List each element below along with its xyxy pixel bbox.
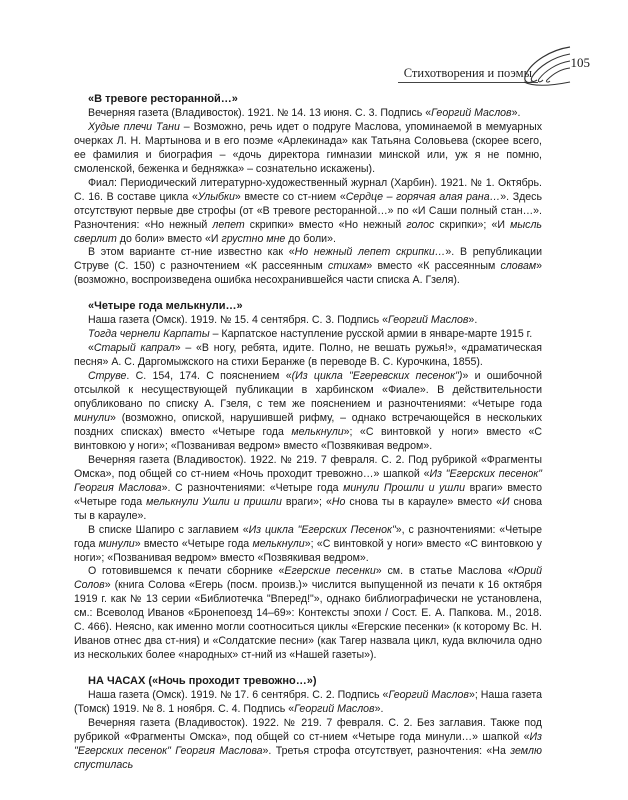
commentary-paragraph [74,717,542,773]
page-number: 105 [570,55,590,70]
commentary-paragraph [74,246,542,288]
header-rule [398,82,538,83]
italic-text-run: Из "Егерских песенок" Георгия Маслова [74,467,542,494]
text-run: Фиал: Периодический литературно-художественный журнал (Харбин). 1921. № 1. Октябрь. С. 16. В составе цикла « [74,176,542,203]
text-run: » см. в статье Маслова « [375,565,514,578]
text-run: « [88,342,94,355]
commentary-paragraph [74,342,542,370]
commentary-paragraph [74,524,542,566]
italic-text-run: Но нежный лепет скрипки… [294,246,446,259]
text-run: ». [511,106,521,119]
italic-text-run: мелькнули [252,537,305,550]
text-run: ». Здесь отсутствуют первые две строфы (от «В тревоге ресторанной…» по «И Саши полный стан…». Разночтения: «Но нежный [74,190,542,231]
italic-text-run: лепет [212,218,245,231]
italic-text-run: грустно мне [221,232,286,245]
text-run: ». В републикации Струве (С. 150) с разночтением «К рассеянным [74,246,543,273]
text-run: ». [374,703,384,716]
italic-text-run: Старый капрал [93,342,175,355]
page-text [74,93,542,785]
italic-text-run: Георгий Маслов [431,106,512,119]
commentary-paragraph [74,328,542,342]
text-run: снова ты в карауле» вместо « [345,495,502,508]
text-run: ». Третья строфа отсутствует, разночтения: «На [262,744,511,757]
italic-text-run: мысль сверлит [74,218,542,245]
text-run: ». С разночтениями: «Четыре года [161,481,344,494]
text-run: » (возможно, воспроизведена ошибка несохранившейся части списка А. Гзеля). [74,260,543,287]
italic-text-run: Тогда чернели Карпаты [88,328,210,341]
commentary-paragraph [74,107,542,121]
italic-text-run: Струве [88,370,127,383]
italic-text-run: Из цикла "Егерских Песенок" [248,523,396,536]
italic-text-run: Юрий Солов [74,565,542,592]
flourish-ornament-icon [520,44,572,88]
text-run: О готовившемся к печати сборнике « [88,565,285,578]
text-run: » (книга Солова «Егерь (посм. произв.)» числится выпущенной из печати к 16 октября 1919 г. как № 13 серии «Библиотечка "Вперед!"», однако библиографически не установлена, см.: Всеволод Иванов «Бронепоезд 14–69»: Контексты эпохи / Сост. Е. А. Папкова. М., 2018. С. 466). Неясно, как именно могли соотноситься циклы «Егерские песенки» (к которому Вс. Н. Иванов отнес два ст-ния) и «Солдатские песни» (как Тагер назвала цикл, куда включила одно из нескольких более «народных» ст-ний из «Нашей газеты»). [74,579,542,662]
text-run: » вместо «Четыре года [134,537,253,550]
commentary-section [74,675,542,773]
italic-text-run: Георгий Маслов [387,314,469,327]
text-run: » – «В ногу, ребята, идите. Полно, не вешать ружья!», «драматическая песня» А. С. Даргомыжского на стихи Беранже (в переводе В. С. Курочкина, 1855). [74,342,543,369]
section-heading: «Четыре года мелькнули…» [88,300,243,313]
italic-text-run: голос [406,218,435,231]
text-run: до боли» вместо «И [116,232,222,245]
text-run: – Возможно, речь идет о подруге Маслова, упоминаемой в мемуарных очерках Л. Н. Мартынова и в его поэме «Арлекинада» как Татьяна Соловьева (скорее всего, ее фамилия и биография – «дочь директора гимназии минской или, уж я не помню, смоленской, беженка и бедняжка» – сознательно искажены). [74,120,542,175]
text-run: – Карпатское наступление русской армии в январе-марте 1915 г. [209,328,533,341]
italic-text-run: минули [74,411,111,424]
text-run: снова ты в карауле». [74,495,543,522]
text-run: »; Наша газета (Томск) 1919. № 8. 1 ноября. С. 4. Подпись « [74,689,542,716]
text-run: скрипки» вместо «Но нежный [244,218,407,231]
text-run: Наша газета (Омск). 1919. № 15. 4 сентября. С. 3. Подпись « [88,314,388,327]
commentary-paragraph [74,121,542,177]
italic-text-run: Георгий Маслов [388,689,469,702]
text-run: » вместе со ст-нием « [234,190,346,203]
text-run: » и ошибочной отсылкой к несуществующей публикации в харбинском «Фиале». В действительности опубликовано по списку А. Гзеля, с тем же пояснением и разночтениями: «Четыре года [74,370,542,411]
text-run: В списке Шапиро с заглавием « [88,523,249,536]
running-title: Стихотворения и поэмы [403,66,532,80]
text-run: В этом варианте ст-ние известно как « [88,246,295,259]
text-run: »; «С винтовкой у ноги» вместо «С винтовкою у ноги»; «Позванивая ведром» вместо «Позвякивая ведром». [74,537,542,564]
commentary-paragraph [74,314,542,328]
text-run: Вечерняя газета (Владивосток). 1921. № 14. 13 июня. С. 3. Подпись « [88,106,432,119]
section-heading: «В тревоге ресторанной…» [88,93,238,105]
text-run: ». [468,314,478,327]
text-run: »; «С винтовкой у ноги» вместо «С винтовкою у ноги»; «Позванивая ведром» вместо «Позвякивая ведром». [74,425,542,452]
italic-text-run: Худые плечи Тани [88,120,180,133]
commentary-section [74,93,542,288]
italic-text-run: Из "Егерских песенок" Георгия Маслова [74,730,542,757]
text-run: », с разночтениями: «Четыре года [74,523,543,550]
text-run: » вместо «К рассеянным [366,260,501,273]
commentary-paragraph [74,454,542,524]
italic-text-run: Георгий Маслов [294,703,375,716]
commentary-paragraph [74,370,542,454]
italic-text-run: И [501,495,510,508]
commentary-paragraph [74,177,542,247]
italic-text-run: минули [98,537,135,550]
text-run: » (возможно, опиской, нарушившей рифму, – однако встречающейся в нескольких поздних списках) вместо «Четыре года [74,411,542,438]
italic-text-run: стихам [328,260,367,273]
text-run: Наша газета (Омск). 1919. № 17. 6 сентября. С. 2. Подпись « [88,689,389,702]
text-run: до боли». [285,232,336,245]
italic-text-run: словам [500,260,537,273]
italic-text-run: (Из цикла "Егеревских песенок") [291,370,463,383]
commentary-section [74,300,542,663]
italic-text-run: Но [331,495,346,508]
text-run: скрипки»; «И [434,218,511,231]
section-heading: НА ЧАСАХ («Ночь проходит тревожно…») [88,675,317,688]
italic-text-run: Улыбки [197,190,235,203]
page-header [70,44,590,84]
text-run: . С. 154, 174. С пояснением « [126,370,292,383]
text-run: враги» вместо «Четыре года [74,481,542,508]
commentary-paragraph [74,689,542,717]
commentary-paragraph [74,565,542,663]
italic-text-run: мелькнули [291,425,344,438]
text-run: Вечерняя газета (Владивосток). 1922. № 219. 7 февраля. С. 2. Под рубрикой «Фрагменты Омска», под общей со ст-нием «Ночь проходит тревожно…» шапкой « [74,453,542,480]
italic-text-run: мелькнули Ушли и пришли [146,495,282,508]
text-run: Вечерняя газета (Владивосток). 1922. № 219. 7 февраля. С. 2. Без заглавия. Также под рубрикой «Фрагменты Омска», под общей со ст-нием «Четыре года минули…» шапкой « [74,716,542,743]
text-run: враги»; « [281,495,332,508]
italic-text-run: Егерские песенки [284,565,376,578]
italic-text-run: землю спустилась [74,744,542,771]
italic-text-run: Сердце – горячая алая рана… [345,190,501,203]
italic-text-run: минули Прошли и ушли [343,481,466,494]
